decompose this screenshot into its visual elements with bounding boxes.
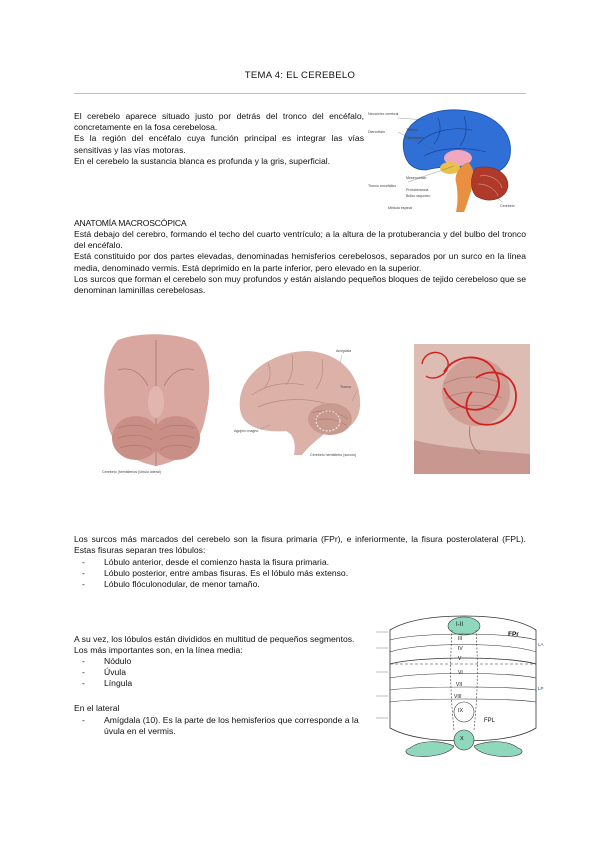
label-lobule-iv: IV bbox=[458, 646, 463, 652]
label-diencephalon: Diencéfalo bbox=[368, 130, 385, 134]
label-lobule-viii: VIII bbox=[454, 694, 462, 700]
intro-paragraph: Es la región del encéfalo cuya función principal es integrar las vías sensitivas y las vías motoras. bbox=[74, 133, 364, 155]
list-item: - Lóbulo flóculonodular, de menor tamaño. bbox=[74, 579, 526, 590]
list-item: - Úvula bbox=[74, 667, 370, 678]
label-primary-fissure: FPr bbox=[508, 631, 519, 638]
brain-inferior-illustration bbox=[98, 330, 214, 482]
label-lobule-ix: IX bbox=[458, 708, 464, 714]
label-medulla: Bulbo raquídeo bbox=[406, 194, 431, 198]
label-brainstem: Tronco encefálico bbox=[368, 184, 397, 188]
label-lobule-vii: VII bbox=[456, 682, 463, 688]
lateral-list bbox=[74, 715, 370, 737]
segments-intro-line: Los más importantes son, en la línea media: bbox=[74, 645, 243, 656]
label-trunk: Tronco bbox=[340, 385, 352, 389]
brain-sagittal-photo bbox=[232, 345, 366, 463]
cerebellum-section-photo bbox=[414, 344, 530, 474]
list-item: - Lóbulo posterior, entre ambas fisuras. Es el lóbulo más extenso. bbox=[74, 568, 526, 579]
section-heading: ANATOMÍA MACROSCÓPICA bbox=[74, 218, 187, 228]
brain-sagittal-figure bbox=[368, 104, 526, 212]
list-item: - Língula bbox=[74, 678, 370, 689]
segments-intro bbox=[74, 634, 370, 656]
anatomy-paragraph: Está constituido por dos partes elevadas, denominadas hemisferios cerebelosos, separados por un surco en la línea media, denominado vermis. Está deprimido en la parte inferior, pero elevado en la superior. bbox=[74, 251, 526, 273]
anatomy-paragraph: Los surcos que forman el cerebelo son muy profundos y están aislando pequeños bloques de tejido cerebeloso que se denominan laminillas cerebelosas. bbox=[74, 273, 526, 296]
label-lobule-vi: VI bbox=[458, 670, 463, 676]
page-title: TEMA 4: EL CEREBELO bbox=[244, 70, 356, 81]
segments-intro-line: A su vez, los lóbulos están divididos en multitud de pequeños segmentos. bbox=[74, 634, 355, 644]
anatomy-paragraph: Está debajo del cerebro, formando el techo del cuarto ventrículo; a la altura de la protuberancia y del bulbo del tronco del encéfalo. bbox=[74, 229, 526, 251]
label-lobule-v: V bbox=[458, 656, 462, 662]
label-cerebellum: Cerebelo bbox=[500, 204, 515, 208]
label-mesencephalon: Mesencéfalo bbox=[406, 176, 427, 180]
label-foramen-magnum: Agujero magno bbox=[234, 429, 259, 433]
label-hypothalamus: Hipotálamo bbox=[406, 136, 425, 140]
label-cerebellum-hemispheres: Cerebelo (hemisferios (lóbulo lateral) bbox=[102, 470, 161, 474]
lateral-heading: En el lateral bbox=[74, 703, 120, 713]
label-cerebellum-hemisphere-sulci: Cerebelo hemisferio (surcos) bbox=[310, 453, 357, 457]
brain-midsagittal-illustration bbox=[232, 345, 366, 463]
cerebellum-schematic-diagram bbox=[370, 602, 546, 762]
lobe-list bbox=[74, 557, 526, 591]
intro-text bbox=[74, 111, 364, 167]
midline-list bbox=[74, 656, 370, 690]
label-lobule-x: X bbox=[460, 736, 464, 742]
label-posterior-lobe: LP bbox=[538, 686, 544, 691]
label-posterolateral-fissure: FPL bbox=[484, 718, 496, 724]
brain-inferior-photo bbox=[98, 330, 214, 482]
list-item: - Nódulo bbox=[74, 656, 370, 667]
intro-paragraph: En el cerebelo la sustancia blanca es profunda y la gris, superficial. bbox=[74, 155, 331, 166]
label-neocortex: Neocórtex cerebral bbox=[368, 112, 399, 116]
label-lobule-iii: III bbox=[458, 636, 463, 642]
label-thalamus: Tálamo bbox=[406, 128, 418, 132]
intro-paragraph: El cerebelo aparece situado justo por detrás del tronco del encéfalo, concretamente en la fosa cerebelosa. bbox=[74, 111, 364, 133]
label-amygdala: Amígdala bbox=[336, 349, 352, 353]
fissures-text: Los surcos más marcados del cerebelo son la fisura primaria (FPr), e inferiormente, la fisura posterolateral (FPL). Estas fisuras separan tres lóbulos: bbox=[74, 534, 526, 556]
list-item: - Lóbulo anterior, desde el comienzo hasta la fisura primaria. bbox=[74, 557, 526, 568]
label-anterior-lobe: LA bbox=[538, 642, 544, 647]
anatomy-text bbox=[74, 229, 526, 296]
label-spinal-cord: Médula espinal bbox=[388, 206, 413, 210]
brain-sagittal-illustration bbox=[368, 104, 526, 212]
title-divider bbox=[74, 93, 526, 94]
cerebellum-lobes-illustration bbox=[414, 344, 530, 474]
label-pons: Protuberancia bbox=[406, 188, 429, 192]
list-item: - Amígdala (10). Es la parte de los hemisferios que corresponde a la úvula en el vermis. bbox=[74, 715, 370, 737]
label-lobule-i-ii: I-II bbox=[456, 622, 463, 628]
